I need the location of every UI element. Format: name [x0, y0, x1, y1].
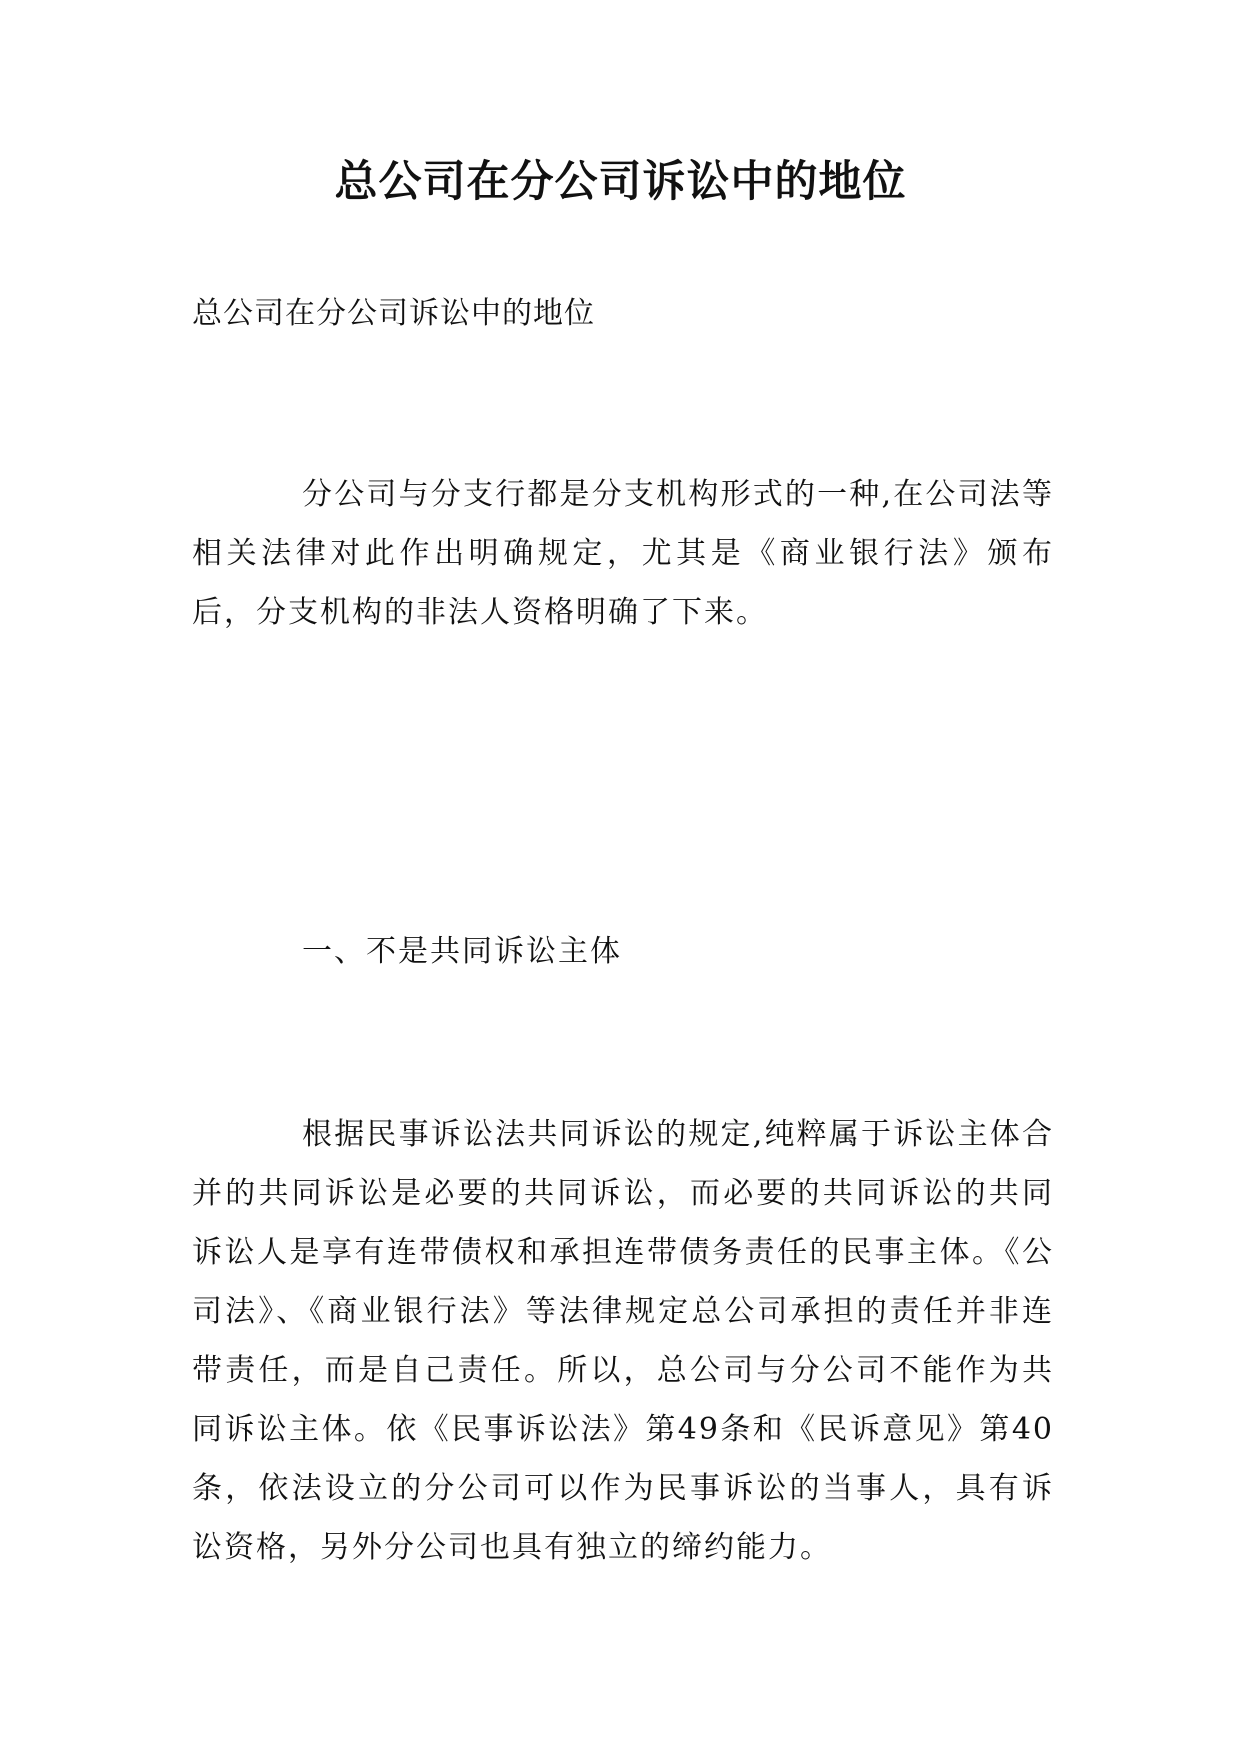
section-heading: 一、不是共同诉讼主体: [302, 934, 622, 969]
document-title: 总公司在分公司诉讼中的地位: [334, 157, 907, 207]
paragraph-body: 根据民事诉讼法共同诉讼的规定,纯粹属于诉讼主体合并的共同诉讼是必要的共同诉讼，而必要的共同诉讼的共同诉讼人是享有连带债权和承担连带债务责任的民事主体。《公司法》、《商业银行法》等法律规定总公司承担的责任并非连带责任，而是自己责任。所以，总公司与分公司不能作为共同诉讼主体。依《民事诉讼法》第49条和《民诉意见》第40条，依法设立的分公司可以作为民事诉讼的当事人，具有诉讼资格，另外分公司也具有独立的缔约能力。: [192, 1117, 1054, 1565]
paragraph-intro: 分公司与分支行都是分支机构形式的一种,在公司法等相关法律对此作出明确规定，尤其是《商业银行法》颁布后，分支机构的非法人资格明确了下来。: [192, 477, 1054, 630]
document-subtitle: 总公司在分公司诉讼中的地位: [192, 296, 595, 331]
